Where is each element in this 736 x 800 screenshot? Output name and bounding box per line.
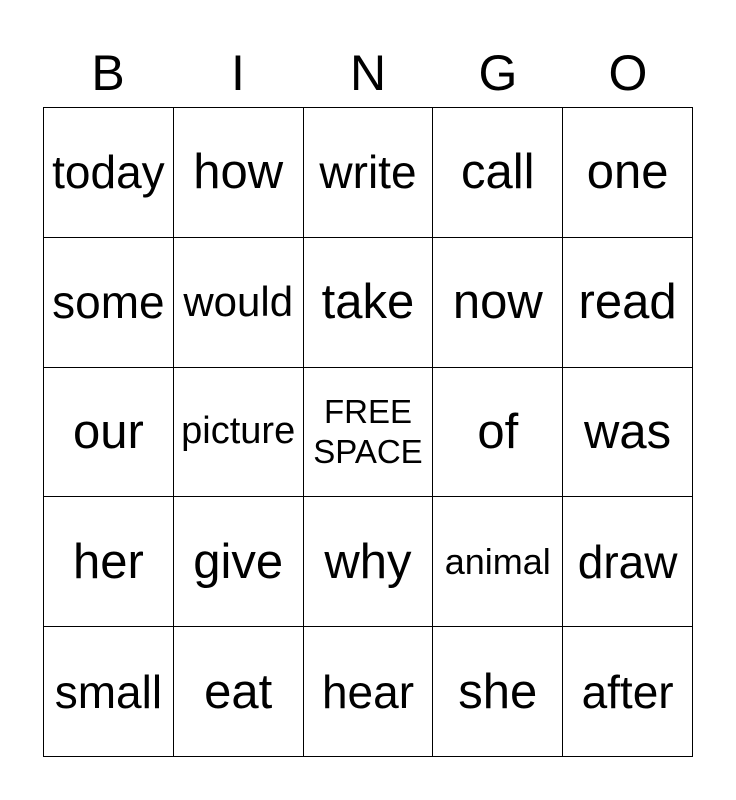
cell-word: give [193,534,284,589]
bingo-cell[interactable] [304,238,434,368]
cell-word: why [324,534,412,589]
header-letter-o: O [608,45,648,101]
cell-word: now [452,275,543,330]
bingo-cell[interactable] [563,108,693,238]
cell-word: of [477,404,519,459]
bingo-grid [43,107,693,757]
bingo-cell[interactable] [44,497,174,627]
cell-word: picture [181,410,296,453]
bingo-cell[interactable] [174,108,304,238]
cell-word: she [458,664,538,719]
header-letter-i: I [231,45,245,101]
cell-word: was [584,404,672,459]
bingo-header [43,40,693,106]
bingo-cell[interactable] [433,108,563,238]
bingo-cell[interactable] [433,368,563,498]
bingo-cell[interactable] [174,368,304,498]
cell-word: small [54,665,163,718]
bingo-cell[interactable] [433,238,563,368]
cell-word: eat [204,664,273,719]
cell-word: one [586,145,669,200]
cell-word: hear [321,665,415,718]
cell-word: how [193,145,284,200]
cell-word: would [183,278,294,326]
bingo-cell[interactable] [563,627,693,757]
cell-word: after [581,665,674,718]
bingo-cell[interactable] [44,627,174,757]
bingo-cell[interactable] [174,627,304,757]
cell-word: read [578,275,677,330]
bingo-cell[interactable] [563,368,693,498]
free-space-label: FREE SPACE [313,392,423,470]
bingo-cell[interactable] [304,108,434,238]
bingo-cell[interactable] [563,497,693,627]
cell-word: take [321,275,415,330]
free-space-cell[interactable] [304,368,434,498]
bingo-cell[interactable] [44,108,174,238]
header-letter-g: G [478,45,518,101]
bingo-cell[interactable] [433,497,563,627]
cell-word: her [72,534,144,589]
bingo-cell[interactable] [174,497,304,627]
bingo-cell[interactable] [563,238,693,368]
cell-word: write [319,146,417,199]
header-letter-b: B [91,45,125,101]
cell-word: today [52,146,165,199]
cell-word: call [461,145,535,200]
bingo-cell[interactable] [304,497,434,627]
bingo-cell[interactable] [44,368,174,498]
header-letter-n: N [349,45,387,101]
bingo-cell[interactable] [174,238,304,368]
cell-word: draw [577,535,678,588]
bingo-cell[interactable] [44,238,174,368]
cell-word: some [52,276,165,329]
bingo-cell[interactable] [304,627,434,757]
cell-word: our [72,404,144,459]
bingo-cell[interactable] [433,627,563,757]
cell-word: animal [444,540,551,582]
